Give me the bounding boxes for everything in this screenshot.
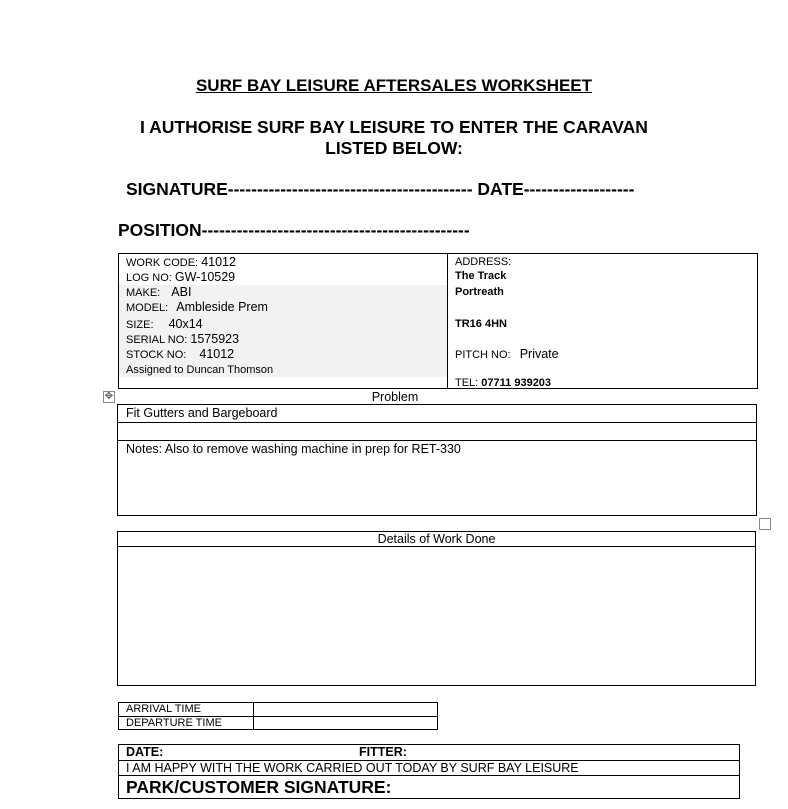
pitch-value: Private xyxy=(519,347,559,361)
date-label: DATE: xyxy=(126,745,164,759)
model-value: Ambleside Prem xyxy=(176,300,268,314)
times-table xyxy=(118,702,438,730)
size-value: 40x14 xyxy=(168,317,203,331)
info-divider xyxy=(447,254,448,388)
log-no-value: GW-10529 xyxy=(174,270,236,284)
signature-date-line: SIGNATURE------------------------------------------ DATE------------------- xyxy=(126,179,635,199)
pitch-field: PITCH NO: Private xyxy=(455,347,559,361)
tel-field: TEL: 07711 939203 xyxy=(455,377,552,389)
make-field: MAKE: ABI xyxy=(126,285,192,299)
caravan-info-table xyxy=(118,253,758,389)
problem-blank-row[interactable] xyxy=(126,424,746,438)
authorisation-text xyxy=(0,117,788,159)
departure-time-label: DEPARTURE TIME xyxy=(126,717,222,729)
work-code-value: 41012 xyxy=(201,255,236,269)
departure-time-value[interactable] xyxy=(255,717,435,729)
work-done-table xyxy=(117,531,756,686)
assigned-to: Assigned to Duncan Thomson xyxy=(126,364,274,376)
serial-value: 1575923 xyxy=(190,332,240,346)
address-label: ADDRESS: xyxy=(455,256,512,268)
work-done-heading: Details of Work Done xyxy=(377,532,496,546)
authorisation-line-2: LISTED BELOW: xyxy=(325,138,463,158)
work-done-area[interactable] xyxy=(119,548,753,683)
address-line-2: Portreath xyxy=(455,286,504,298)
serial-field: SERIAL NO: 1575923 xyxy=(126,332,240,346)
signoff-table xyxy=(118,744,740,799)
log-no-field: LOG NO: GW-10529 xyxy=(126,270,236,284)
page-title: SURF BAY LEISURE AFTERSALES WORKSHEET xyxy=(195,76,593,95)
address-line-1: The Track xyxy=(455,270,507,282)
resize-handle-icon[interactable] xyxy=(759,518,771,530)
fitter-label: FITTER: xyxy=(359,745,407,759)
problem-description[interactable]: Fit Gutters and Bargeboard xyxy=(126,406,278,420)
problem-table xyxy=(117,404,757,516)
work-code-field: WORK CODE: 41012 xyxy=(126,255,236,269)
customer-signature-label: PARK/CUSTOMER SIGNATURE: xyxy=(126,777,392,797)
size-field: SIZE: 40x14 xyxy=(126,317,203,331)
authorisation-line-1: I AUTHORISE SURF BAY LEISURE TO ENTER THE CARAVAN xyxy=(140,117,648,137)
satisfaction-statement: I AM HAPPY WITH THE WORK CARRIED OUT TODAY BY SURF BAY LEISURE xyxy=(126,761,579,775)
model-field: MODEL: Ambleside Prem xyxy=(126,300,268,314)
problem-heading: Problem xyxy=(371,390,419,404)
make-value: ABI xyxy=(171,285,192,299)
postcode: TR16 4HN xyxy=(455,318,507,330)
stock-value: 41012 xyxy=(199,347,235,361)
position-line: POSITION---------------------------------------------- xyxy=(118,220,470,240)
arrival-time-value[interactable] xyxy=(255,703,435,715)
stock-field: STOCK NO: 41012 xyxy=(126,347,235,361)
problem-notes[interactable]: Notes: Also to remove washing machine in prep for RET-330 xyxy=(126,442,461,456)
arrival-time-label: ARRIVAL TIME xyxy=(126,703,201,715)
tel-value: 07711 939203 xyxy=(481,377,552,389)
move-handle-icon[interactable]: ✥ xyxy=(104,391,114,402)
